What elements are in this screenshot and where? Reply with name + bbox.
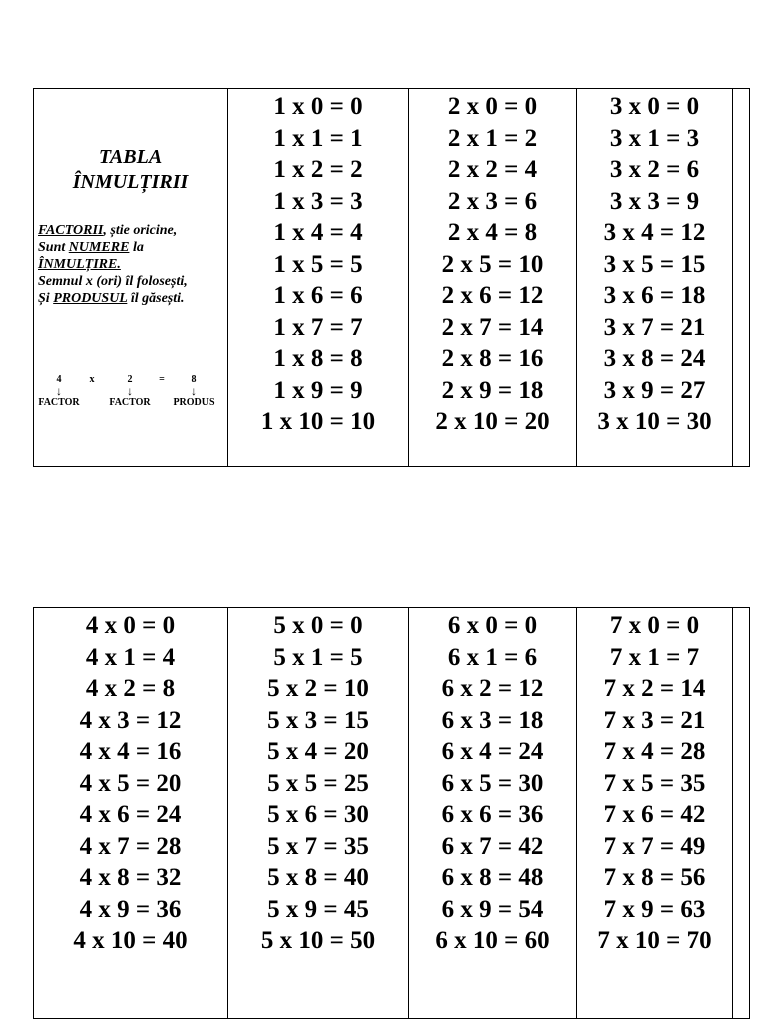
equation-row: 4 x 10 = 40 [73, 927, 188, 954]
table-4-column [34, 608, 227, 1018]
equation-row: 7 x 1 = 7 [609, 643, 700, 671]
empty-column [732, 89, 749, 466]
down-arrow-icon: ↓ [127, 384, 133, 398]
equation-row: 5 x 2 = 10 [267, 675, 369, 702]
equation-row: 1 x 2 = 2 [273, 156, 363, 183]
equation-row: 2 x 3 = 6 [447, 187, 538, 215]
table-5-list [228, 610, 408, 957]
equation-row: 6 x 4 = 24 [441, 738, 544, 765]
table-3-column [576, 89, 732, 466]
equation-row: 1 x 4 = 4 [273, 219, 363, 246]
diagram-product [168, 375, 220, 409]
poem-line-1 [38, 222, 225, 239]
equation-row: 4 x 2 = 8 [85, 675, 176, 702]
equation-row: 6 x 1 = 6 [447, 643, 538, 671]
equation-row: 1 x 9 = 9 [273, 376, 363, 404]
equation-row: 5 x 4 = 20 [267, 738, 369, 765]
equation-row: 3 x 1 = 3 [609, 124, 700, 152]
equation-row: 1 x 7 = 7 [273, 313, 363, 341]
equation-row: 4 x 9 = 36 [79, 895, 182, 923]
equation-row: 1 x 3 = 3 [273, 187, 363, 215]
equation-row: 7 x 6 = 42 [603, 801, 706, 828]
equation-row: 2 x 7 = 14 [441, 313, 544, 341]
poem-inmultire: ÎNMULȚIRE. [38, 257, 121, 272]
equation-row: 6 x 10 = 60 [435, 927, 550, 954]
equation-row: 7 x 2 = 14 [603, 675, 706, 702]
equation-row: 2 x 2 = 4 [447, 156, 538, 183]
equation-row: 5 x 0 = 0 [273, 612, 363, 639]
equation-row: 5 x 3 = 15 [267, 706, 369, 734]
intro-column [34, 89, 227, 466]
equation-row: 4 x 7 = 28 [79, 832, 182, 860]
poem-line-4: Semnul x (ori) îl folosești, [38, 274, 188, 289]
equation-row: 5 x 8 = 40 [267, 864, 369, 891]
title-line-1: TABLA [98, 146, 163, 168]
bottom-table-block [33, 607, 750, 1019]
poem-line-3 [38, 256, 225, 273]
diagram-number: 8 [191, 374, 197, 385]
diagram-number: 4 [56, 374, 62, 385]
poem-text: îl găsești. [127, 291, 185, 306]
poem-numere: NUMERE [68, 240, 130, 255]
equation-row: 3 x 6 = 18 [603, 282, 706, 309]
page-title [34, 145, 227, 195]
equation-row: 1 x 5 = 5 [273, 250, 363, 278]
table-7-list [577, 610, 732, 957]
equation-row: 6 x 7 = 42 [441, 832, 544, 860]
diagram-times [84, 375, 100, 385]
table-6-column [408, 608, 576, 1018]
equation-row: 3 x 4 = 12 [603, 219, 706, 246]
equation-row: 7 x 5 = 35 [603, 769, 706, 797]
empty-column [732, 608, 749, 1018]
equation-row: 4 x 4 = 16 [79, 738, 182, 765]
equation-row: 1 x 8 = 8 [273, 345, 363, 372]
diagram-factor-2 [100, 375, 160, 409]
equation-row: 5 x 10 = 50 [260, 927, 376, 954]
diagram-operator: x [89, 374, 95, 385]
equation-row: 6 x 8 = 48 [441, 864, 544, 891]
equation-row: 3 x 10 = 30 [597, 408, 712, 435]
title-line-2: ÎNMULȚIRII [72, 171, 189, 193]
equation-row: 7 x 7 = 49 [603, 832, 706, 860]
equation-row: 2 x 10 = 20 [435, 408, 550, 435]
equation-row: 2 x 4 = 8 [447, 219, 538, 246]
equation-row: 6 x 9 = 54 [441, 895, 544, 923]
equation-row: 3 x 5 = 15 [603, 250, 706, 278]
table-7-column [576, 608, 732, 1018]
table-1-list [228, 91, 408, 438]
equation-row: 6 x 5 = 30 [441, 769, 544, 797]
equation-row: 7 x 0 = 0 [609, 612, 700, 639]
table-4-list [34, 610, 227, 957]
equation-row: 6 x 2 = 12 [441, 675, 544, 702]
poem-produsul: PRODUSUL [53, 291, 128, 306]
equation-row: 3 x 3 = 9 [609, 187, 700, 215]
equation-row: 4 x 5 = 20 [79, 769, 182, 797]
equation-row: 7 x 9 = 63 [603, 895, 706, 923]
equation-row: 1 x 10 = 10 [260, 408, 376, 435]
poem-text: la [129, 240, 144, 255]
equation-row: 3 x 9 = 27 [603, 376, 706, 404]
poem-line-5 [38, 290, 225, 307]
poem-text: Sunt [38, 240, 69, 255]
poem-text: Și [38, 291, 54, 306]
equation-row: 2 x 9 = 18 [441, 376, 544, 404]
equation-row: 5 x 1 = 5 [273, 643, 363, 671]
equation-row: 4 x 8 = 32 [79, 864, 182, 891]
equation-row: 6 x 6 = 36 [441, 801, 544, 828]
diagram-label: FACTOR [109, 397, 151, 408]
poem-factorii: FACTORII [38, 223, 104, 238]
equation-row: 6 x 3 = 18 [441, 706, 544, 734]
equation-row: 1 x 0 = 0 [273, 93, 363, 120]
table-5-column [227, 608, 408, 1018]
equation-row: 3 x 2 = 6 [609, 156, 700, 183]
down-arrow-icon: ↓ [191, 384, 197, 398]
diagram-number: 2 [127, 374, 133, 385]
equation-row: 7 x 4 = 28 [603, 738, 706, 765]
factor-product-diagram [34, 375, 227, 421]
equation-row: 3 x 8 = 24 [603, 345, 706, 372]
equation-row: 5 x 7 = 35 [267, 832, 369, 860]
equation-row: 5 x 6 = 30 [267, 801, 369, 828]
equation-row: 2 x 8 = 16 [441, 345, 544, 372]
table-1-column [227, 89, 408, 466]
equation-row: 3 x 0 = 0 [609, 93, 700, 120]
equation-row: 7 x 8 = 56 [603, 864, 706, 891]
equation-row: 3 x 7 = 21 [603, 313, 706, 341]
equation-row: 2 x 6 = 12 [441, 282, 544, 309]
diagram-factor-1 [34, 375, 84, 409]
equation-row: 4 x 3 = 12 [79, 706, 182, 734]
poem-line-2 [38, 239, 225, 256]
equation-row: 2 x 0 = 0 [447, 93, 538, 120]
down-arrow-icon: ↓ [56, 384, 62, 398]
equation-row: 5 x 9 = 45 [267, 895, 369, 923]
poem [38, 222, 225, 307]
top-table-block [33, 88, 750, 467]
equation-row: 6 x 0 = 0 [447, 612, 538, 639]
poem-text: , știe oricine, [103, 223, 178, 238]
diagram-label: PRODUS [173, 397, 215, 408]
table-2-column [408, 89, 576, 466]
table-2-list [409, 91, 576, 438]
equation-row: 5 x 5 = 25 [267, 769, 369, 797]
diagram-operator: = [159, 374, 165, 385]
equation-row: 2 x 5 = 10 [441, 250, 544, 278]
diagram-label: FACTOR [38, 397, 80, 408]
equation-row: 1 x 6 = 6 [273, 282, 363, 309]
equation-row: 4 x 0 = 0 [85, 612, 176, 639]
table-3-list [577, 91, 732, 438]
equation-row: 2 x 1 = 2 [447, 124, 538, 152]
equation-row: 7 x 3 = 21 [603, 706, 706, 734]
equation-row: 1 x 1 = 1 [273, 124, 363, 152]
table-6-list [409, 610, 576, 957]
equation-row: 7 x 10 = 70 [597, 927, 712, 954]
equation-row: 4 x 6 = 24 [79, 801, 182, 828]
equation-row: 4 x 1 = 4 [85, 643, 176, 671]
